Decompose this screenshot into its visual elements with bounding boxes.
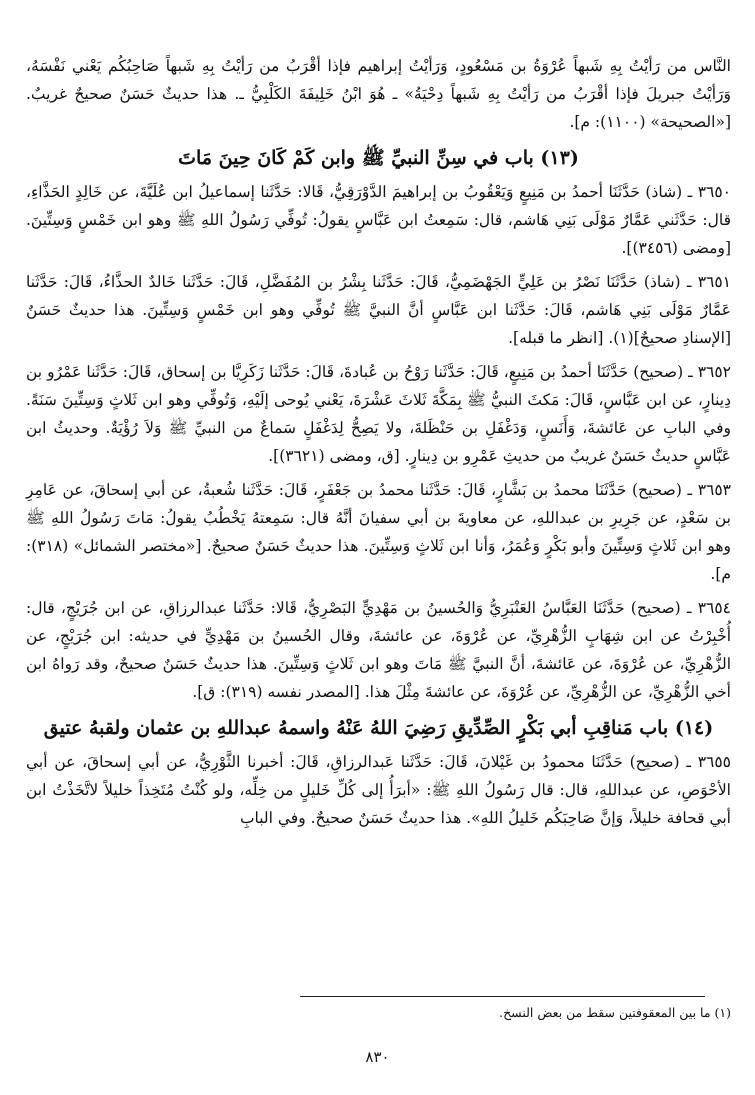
hadith-3655: ٣٦٥٥ ـ (صحيح) حَدَّثَنَا محمودُ بن غَيْلانَ، قَالَ: حَدَّثَنا عَبدالرزاقِ، قَالَ: أخبرنا الثَّوْرِيُّ، عن أبي إسحاقَ، عن أبي الأحْوَصِ، عن عبداللهِ، قال: قال رَسُولُ اللهِ ﷺ: «أبرَأُ إلى كُلِّ خَليلٍ من خِلِّه، ولو كُنْتُ مُتَخِذاً خليلاً لاتَّخَذْتُ ابن أبي قحافة خليلاً، وَإنَّ صَاحِبَكُم خَليلُ اللهِ». هذا حديثٌ حَسَنٌ صحيحٌ. وفي البابِ <box>26 753 731 827</box>
chapter-heading-14: (١٤) باب مَناقِبِ أبي بَكْرٍ الصِّدِّيقِ رَضِيَ اللهُ عَنْهُ واسمهُ عبداللهِ بن عثمان ولقبهُ عتيق <box>43 717 714 739</box>
hadith-3652: ٣٦٥٢ ـ (صحيح) حَدَّثَنَا أحمدُ بن مَنِيعٍ، قَالَ: حَدَّثَنا رَوْحُ بن عُبادةَ، قَالَ: حَدَّثَنا زَكَرِيَّا بن إسحاق، قَالَ: حَدَّثَنا عَمْرُو بن دِينارٍ، عن ابن عَبَّاسٍ، قَالَ: مَكثَ النبيُّ ﷺ بِمَكَّةَ ثَلاثَ عَشْرَةَ، يَعْني يُوحى إلَيْهِ، وَتُوفِّي وهو ابن ثَلاثٍ وَسِتِّينَ سَنَةً. وفي البابِ عن عَائشةَ، وَأَنَسٍ، وَدَغْفَلِ بن حَنْظَلةَ، ولا يَصِحُّ لِدَغْفَلٍ سَماعٌ من النبيِّ ﷺ وَلاَ رُؤْيَةٌ. وحديثُ ابن عَبَّاسٍ حديثٌ حَسَنٌ غريبٌ من حديثِ عَمْرِو بن دِينارٍ. [ق، ومضى (٣٦٢١)]. <box>26 363 731 465</box>
hadith-3654: ٣٦٥٤ ـ (صحيح) حَدَّثَنَا العَبَّاسُ العَنْبَرِيُّ وَالحُسينُ بن مَهْدِيٍّ البَصْرِيُّ، قَالا: حَدَّثَنا عبدالرزاقِ، عن ابن جُرَيْجٍ، قال: أُخْبِرْتُ عن ابن شِهَابٍ الزُّهْرِيِّ، عن عُرْوَةَ، عن عائشةَ، وقال الحُسينُ بن مَهْدِيٍّ في حديثه: ابن جُرَيْجٍ، عن الزُّهْرِيِّ، عن عُرْوَةَ، عن عَائشةَ، أنَّ النبيَّ ﷺ مَاتَ وهو ابن ثَلاثٍ وَسِتِّينَ. هذا حديثٌ حَسَنٌ صحيحٌ، وقد رَواهُ ابن أخي الزُّهْرِيِّ، عن الزُّهْرِيِّ، عن عُرْوَةَ، عن عائشةَ مِثْلَ هذا. [المصدر نفسه (٣١٩): ق]. <box>26 599 731 701</box>
footnote-divider <box>300 996 705 997</box>
paragraph-continuation: النَّاس من رَأيْتُ بِهِ شَبهاً عُرْوَةُ بن مَسْعُودٍ، وَرَأيْتُ إبراهيم فإذا أقْرَبُ من رَأيْتُ بِهِ شَبهاً صَاحِبُكُم يَعْني نَفْسَهُ، وَرَأيْتُ جبريلَ فإذا أقْرَبُ من رَأيْتُ بِهِ شَبهاً دِحْيَةُ» ـ هُوَ ابْنُ خَلِيفَةَ الكَلْبِيُّ ـ. هذا حديثٌ حَسَنٌ صحيحٌ غريبٌ. [«الصحيحة» (١١٠٠): م]. <box>26 57 731 131</box>
footnote: (١) ما بين المعقوفتين سقط من بعض النسخ. <box>499 1005 731 1020</box>
hadith-3650: ٣٦٥٠ ـ (شاذ) حَدَّثَنَا أحمدُ بن مَنِيعٍ وَيَعْقُوبُ بن إبراهيمَ الدَّوْرَقِيُّ، قَالا: حَدَّثَنا إسماعيلُ ابن عُلَيَّةَ، عن خَالِدٍ الحَذَّاءِ، قال: حَدَّثَني عَمَّارٌ مَوْلَى بَنِي هَاشم، قال: سَمِعتُ ابن عَبَّاسٍ يقولُ: تُوفِّي رَسُولُ اللهِ ﷺ وهو ابن خَمْسٍ وَسِتِّينَ. [ومضى (٣٤٥٦)]. <box>26 183 731 257</box>
chapter-heading-13: (١٣) باب في سِنِّ النبيِّ ﷺ وابن كَمْ كَانَ حِينَ مَاتَ <box>178 147 579 169</box>
page-body <box>26 52 731 838</box>
hadith-3653: ٣٦٥٣ ـ (صحيح) حَدَّثَنَا محمدُ بن بَشَّارٍ، قَالَ: حَدَّثَنا محمدُ بن جَعْفَرٍ، قَالَ: حَدَّثَنا شُعبةُ، عن أبي إسحاقَ، عن عَامِرِ بن سَعْدٍ، عن جَرِيرِ بن عبداللهِ، عن معاويةَ بن أبي سفيانَ أنَّهُ قال: سَمِعتهُ يَخْطُبُ يقولُ: مَاتَ رَسُولُ اللهِ ﷺ وهو ابن ثَلاثٍ وَسِتِّينَ وأبو بَكْرٍ وَعُمَرُ، وَأنا ابن ثَلاثٍ وَسِتِّينَ. هذا حديثٌ حَسَنٌ صحيحٌ. [«مختصر الشمائل» (٣١٨): م]. <box>26 481 731 583</box>
hadith-3651: ٣٦٥١ ـ (شاذ) حَدَّثَنَا نَصْرُ بن عَلِيٍّ الجَهْضَمِيُّ، قَالَ: حَدَّثَنا بِشْرُ بن المُفَضَّلِ، قَالَ: حَدَّثَنا خَالدٌ الحذَّاءُ، قَالَ: حَدَّثَنا عَمَّارٌ مَوْلَى بَنِي هَاشم، قَالَ: حَدَّثَنا ابن عَبَّاسٍ أنَّ النبيَّ ﷺ تُوفِّي وهو ابن خَمْسٍ وَسِتِّينَ. هذا حديثٌ حَسَنٌ [الإسنادِ صحيحٌ](١). [انظر ما قبله]. <box>26 273 731 347</box>
page-number: ٨٣٠ <box>365 1048 390 1066</box>
